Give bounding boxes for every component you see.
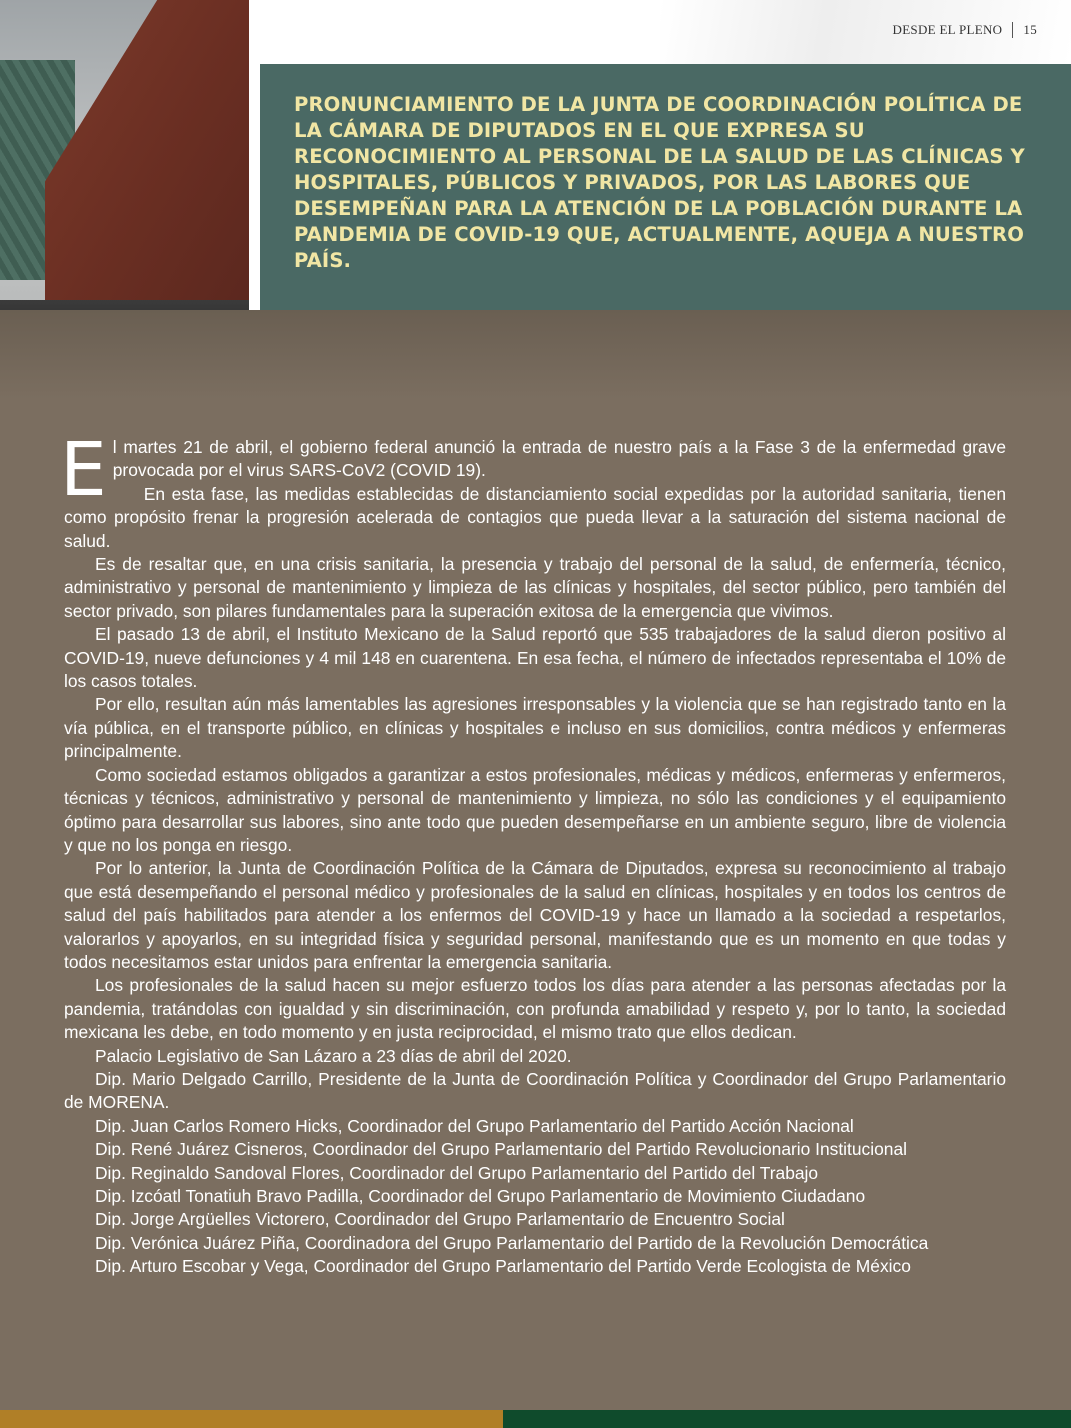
paragraph: Es de resaltar que, en una crisis sanitaria, la presencia y trabajo del personal de la salud, de enfermería, técnico, administrativo y personal de mantenimiento y limpieza de las clínicas y hospitales, del sector público, pero también del sector privado, son pilares fundamentales para la superación exitosa de la emergencia que vivimos.: [64, 554, 1006, 621]
paragraph-text: En esta fase, las medidas establecidas de distanciamiento social expedidas por la autoridad sanitaria, tienen como propósito frenar la progresión acelerada de contagios que pueda llevar a la saturación del sistema nacional de salud.: [64, 483, 1006, 551]
section-name: DESDE EL PLENO: [892, 22, 1003, 37]
signatory: Dip. Verónica Juárez Piña, Coordinadora del Grupo Parlamentario del Partido de la Revolución Democrática: [95, 1232, 929, 1253]
header-divider: [1012, 22, 1013, 38]
page-number: 15: [1023, 22, 1037, 37]
article-body: [60, 427, 1006, 1279]
signatory: Dip. Mario Delgado Carrillo, Presidente de la Junta de Coordinación Política y Coordinador del Grupo Parlamentario de MORENA.: [64, 1068, 1006, 1113]
footer-bar-green: [503, 1410, 1071, 1428]
title-box: [260, 64, 1071, 310]
drop-cap: E: [60, 427, 107, 513]
signatory: Dip. Arturo Escobar y Vega, Coordinador del Grupo Parlamentario del Partido Verde Ecologista de México: [95, 1256, 911, 1277]
paragraph: [64, 436, 1006, 553]
paragraph: Los profesionales de la salud hacen su mejor esfuerzo todos los días para atender a las personas afectadas por la pandemia, tratándolas con igualdad y sin discriminación, con profunda amabilidad y respeto y, por lo tanto, la sociedad mexicana les debe, en todo momento y en justa reciprocidad, el mismo trato que ellos dedican.: [64, 975, 1006, 1043]
paragraph: Como sociedad estamos obligados a garantizar a estos profesionales, médicas y médicos, enfermeras y enfermeros, técnicas y técnicos, administrativo y personal de mantenimiento y limpieza, no sólo las condiciones y el equipamiento óptimo para desarrollar sus labores, sino ante todo que pueden desempeñarse en un ambiente seguro, libre de violencia y que no los ponga en riesgo.: [64, 764, 1006, 855]
signatory: Dip. Izcóatl Tonatiuh Bravo Padilla, Coordinador del Grupo Parlamentario de Movimiento Ciudadano: [95, 1186, 866, 1206]
signatory: Dip. Juan Carlos Romero Hicks, Coordinador del Grupo Parlamentario del Partido Acción Nacional: [95, 1115, 854, 1136]
paragraph-text: l martes 21 de abril, el gobierno federal anunció la entrada de nuestro país a la Fase 3 de la enfermedad grave provocada por el virus SARS-CoV2 (COVID 19).: [112, 437, 1006, 481]
signatory: Dip. René Juárez Cisneros, Coordinador del Grupo Parlamentario del Partido Revolucionario Institucional: [95, 1139, 907, 1160]
running-header: [893, 22, 1038, 38]
signatory: Dip. Reginaldo Sandoval Flores, Coordinador del Grupo Parlamentario del Partido del Trabajo: [95, 1162, 819, 1183]
paragraph: Por ello, resultan aún más lamentables las agresiones irresponsables y la violencia que se han registrado tanto en la vía pública, en el transporte público, en clínicas y hospitales e incluso en sus domicilios, contra médicos y enfermeras principalmente.: [64, 694, 1006, 762]
paragraph: Por lo anterior, la Junta de Coordinación Política de la Cámara de Diputados, expresa su reconocimiento al trabajo que está desempeñando el personal médico y profesionales de la salud en clínicas, hospitales y en todos los centros de salud del país habilitados para atender a los enfermos del COVID-19 y hace un llamado a la sociedad a respetarlos, valorarlos y apoyarlos, en su integridad física y seguridad personal, manifestando que es un momento en que todas y todos necesitamos estar unidos para enfrentar la emergencia sanitaria.: [64, 858, 1006, 972]
paragraph: El pasado 13 de abril, el Instituto Mexicano de la Salud reportó que 535 trabajadores de la salud dieron positivo al COVID-19, nueve defunciones y 4 mil 148 en cuarentena. En esa fecha, el número de infectados representaba el 10% de los casos totales.: [64, 624, 1006, 692]
shadow-band: [0, 310, 1071, 400]
signatory: Dip. Jorge Argüelles Victorero, Coordinador del Grupo Parlamentario de Encuentro Social: [95, 1209, 785, 1230]
article-title: PRONUNCIAMIENTO DE LA JUNTA DE COORDINACIÓN POLÍTICA DE LA CÁMARA DE DIPUTADOS EN EL QUE EXPRESA SU RECONOCIMIENTO AL PERSONAL DE LA SALUD DE LAS CLÍNICAS Y HOSPITALES, PÚBLICOS Y PRIVADOS, POR LAS LABORES QUE DESEMPEÑAN PARA LA ATENCIÓN DE LA POBLACIÓN DURANTE LA PANDEMIA DE COVID-19 QUE, ACTUALMENTE, AQUEJA A NUESTRO PAÍS.: [294, 93, 1025, 272]
place-date: Palacio Legislativo de San Lázaro a 23 días de abril del 2020.: [95, 1045, 572, 1066]
footer-bar-gold: [0, 1410, 503, 1428]
